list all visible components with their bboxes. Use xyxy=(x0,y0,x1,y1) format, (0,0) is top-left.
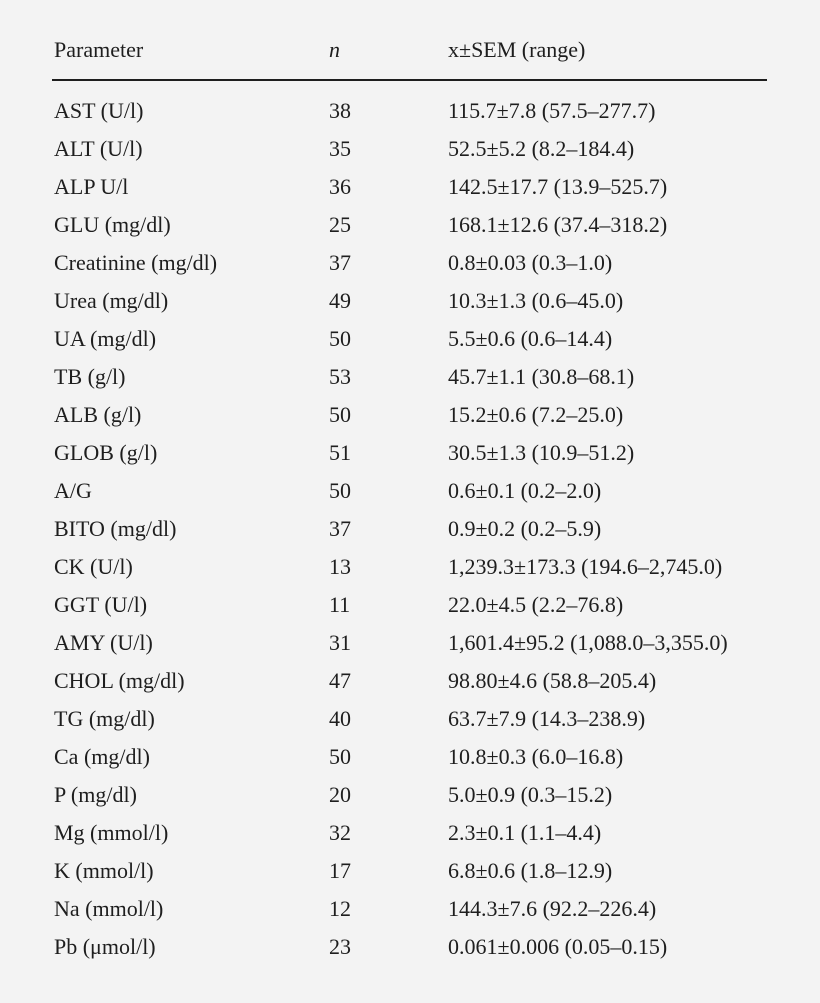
cell-n: 32 xyxy=(329,820,351,845)
cell-n: 25 xyxy=(329,212,351,237)
table-row xyxy=(0,515,820,553)
table-row xyxy=(0,287,820,325)
table-row xyxy=(0,743,820,781)
cell-n: 50 xyxy=(329,478,351,503)
table-row xyxy=(0,401,820,439)
cell-value: 52.5±5.2 (8.2–184.4) xyxy=(448,136,635,161)
cell-value: 22.0±4.5 (2.2–76.8) xyxy=(448,592,624,617)
cell-value: 98.80±4.6 (58.8–205.4) xyxy=(448,668,657,693)
cell-value: 10.3±1.3 (0.6–45.0) xyxy=(448,288,624,313)
cell-n: 37 xyxy=(329,516,351,541)
cell-parameter: UA (mg/dl) xyxy=(54,326,157,351)
table-row xyxy=(0,895,820,933)
cell-parameter: ALT (U/l) xyxy=(54,136,143,161)
cell-parameter: AMY (U/l) xyxy=(54,630,153,655)
cell-parameter: Urea (mg/dl) xyxy=(54,288,169,313)
cell-n: 36 xyxy=(329,174,351,199)
cell-parameter: Na (mmol/l) xyxy=(54,896,164,921)
cell-n: 50 xyxy=(329,326,351,351)
cell-value: 5.5±0.6 (0.6–14.4) xyxy=(448,326,613,351)
cell-parameter: TB (g/l) xyxy=(54,364,126,389)
cell-parameter: AST (U/l) xyxy=(54,98,144,123)
cell-parameter: BITO (mg/dl) xyxy=(54,516,177,541)
cell-value: 115.7±7.8 (57.5–277.7) xyxy=(448,98,656,123)
table-row xyxy=(0,363,820,401)
table-body xyxy=(0,97,820,971)
cell-parameter: Pb (μmol/l) xyxy=(54,934,156,959)
cell-value: 30.5±1.3 (10.9–51.2) xyxy=(448,440,635,465)
cell-n: 49 xyxy=(329,288,351,313)
cell-parameter: CK (U/l) xyxy=(54,554,133,579)
table-row xyxy=(0,591,820,629)
cell-n: 23 xyxy=(329,934,351,959)
table-row xyxy=(0,553,820,591)
cell-parameter: CHOL (mg/dl) xyxy=(54,668,185,693)
cell-n: 40 xyxy=(329,706,351,731)
cell-value: 63.7±7.9 (14.3–238.9) xyxy=(448,706,646,731)
cell-value: 168.1±12.6 (37.4–318.2) xyxy=(448,212,668,237)
table-row xyxy=(0,667,820,705)
cell-parameter: GLOB (g/l) xyxy=(54,440,158,465)
cell-value: 10.8±0.3 (6.0–16.8) xyxy=(448,744,624,769)
cell-value: 2.3±0.1 (1.1–4.4) xyxy=(448,820,602,845)
header-value: x±SEM (range) xyxy=(448,37,586,62)
cell-value: 1,239.3±173.3 (194.6–2,745.0) xyxy=(448,554,723,579)
cell-value: 6.8±0.6 (1.8–12.9) xyxy=(448,858,613,883)
table-row xyxy=(0,135,820,173)
cell-parameter: A/G xyxy=(54,478,92,503)
cell-value: 45.7±1.1 (30.8–68.1) xyxy=(448,364,635,389)
header-parameter: Parameter xyxy=(54,37,144,62)
cell-parameter: GLU (mg/dl) xyxy=(54,212,171,237)
header-n: n xyxy=(329,37,340,62)
cell-n: 20 xyxy=(329,782,351,807)
cell-n: 17 xyxy=(329,858,351,883)
cell-n: 53 xyxy=(329,364,351,389)
table-row xyxy=(0,933,820,971)
cell-value: 1,601.4±95.2 (1,088.0–3,355.0) xyxy=(448,630,728,655)
cell-parameter: Creatinine (mg/dl) xyxy=(54,250,218,275)
cell-parameter: P (mg/dl) xyxy=(54,782,137,807)
table-row xyxy=(0,211,820,249)
table-row xyxy=(0,477,820,515)
cell-value: 15.2±0.6 (7.2–25.0) xyxy=(448,402,624,427)
cell-n: 50 xyxy=(329,744,351,769)
cell-parameter: Mg (mmol/l) xyxy=(54,820,169,845)
cell-n: 13 xyxy=(329,554,351,579)
table-row xyxy=(0,325,820,363)
cell-n: 47 xyxy=(329,668,351,693)
table-row xyxy=(0,705,820,743)
cell-n: 12 xyxy=(329,896,351,921)
table-row xyxy=(0,249,820,287)
cell-n: 51 xyxy=(329,440,351,465)
cell-n: 37 xyxy=(329,250,351,275)
table-row xyxy=(0,781,820,819)
table-row xyxy=(0,819,820,857)
cell-value: 0.8±0.03 (0.3–1.0) xyxy=(448,250,613,275)
cell-n: 35 xyxy=(329,136,351,161)
cell-value: 144.3±7.6 (92.2–226.4) xyxy=(448,896,657,921)
cell-parameter: TG (mg/dl) xyxy=(54,706,155,731)
cell-value: 5.0±0.9 (0.3–15.2) xyxy=(448,782,613,807)
cell-n: 31 xyxy=(329,630,351,655)
cell-n: 11 xyxy=(329,592,351,617)
cell-n: 38 xyxy=(329,98,351,123)
table-row xyxy=(0,857,820,895)
cell-value: 0.9±0.2 (0.2–5.9) xyxy=(448,516,602,541)
cell-value: 0.6±0.1 (0.2–2.0) xyxy=(448,478,602,503)
header-rule xyxy=(52,79,767,81)
table-row xyxy=(0,439,820,477)
table-row xyxy=(0,97,820,135)
cell-parameter: GGT (U/l) xyxy=(54,592,148,617)
cell-n: 50 xyxy=(329,402,351,427)
cell-value: 0.061±0.006 (0.05–0.15) xyxy=(448,934,668,959)
cell-parameter: K (mmol/l) xyxy=(54,858,154,883)
cell-value: 142.5±17.7 (13.9–525.7) xyxy=(448,174,668,199)
cell-parameter: ALP U/l xyxy=(54,174,129,199)
table-row xyxy=(0,173,820,211)
table-row xyxy=(0,629,820,667)
cell-parameter: Ca (mg/dl) xyxy=(54,744,150,769)
cell-parameter: ALB (g/l) xyxy=(54,402,142,427)
